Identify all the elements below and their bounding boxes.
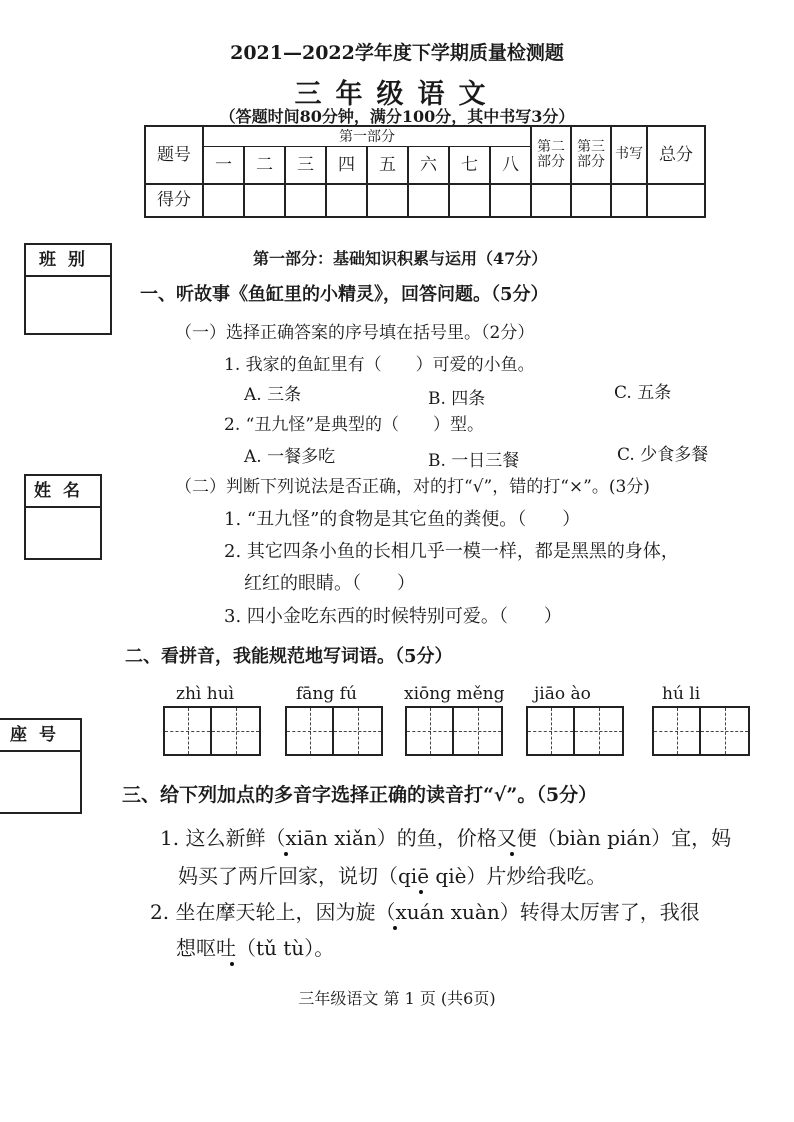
score-cell-1[interactable] bbox=[204, 185, 245, 216]
exam-title: 2021—2022学年度下学期质量检测题 bbox=[230, 42, 564, 64]
score-cell-2[interactable] bbox=[245, 185, 286, 216]
q-number-3: 三 bbox=[286, 147, 327, 183]
pinyin-3: xiōng měng bbox=[404, 684, 505, 704]
seat-label: 座号 bbox=[0, 720, 80, 752]
score-cell-7[interactable] bbox=[450, 185, 491, 216]
q3-title: 三、给下列加点的多音字选择正确的读音打“√”。（5分） bbox=[122, 784, 598, 806]
part-one-title: 第一部分：基础知识积累与运用（47分） bbox=[253, 249, 548, 268]
score-cell-3[interactable] bbox=[286, 185, 327, 216]
q-number-5: 五 bbox=[368, 147, 409, 183]
page-footer: 三年级语文 第 1 页 (共6页) bbox=[298, 989, 496, 1008]
q1-item2-option-b: B. 一日三餐 bbox=[428, 451, 520, 471]
emphasis-dot bbox=[230, 962, 234, 966]
writing-header: 书写 bbox=[611, 126, 647, 184]
row-label-question-number: 题号 bbox=[145, 126, 203, 184]
writing-grid-2[interactable] bbox=[285, 706, 383, 756]
q1-judge3: 3. 四小金吃东西的时候特别可爱。（ ） bbox=[224, 606, 562, 627]
q-number-2: 二 bbox=[245, 147, 286, 183]
class-box bbox=[24, 243, 112, 335]
score-cell-5[interactable] bbox=[368, 185, 409, 216]
q1-judge1: 1. “丑九怪”的食物是其它鱼的粪便。（ ） bbox=[224, 509, 581, 530]
score-cell-6[interactable] bbox=[409, 185, 450, 216]
q3-line3: 2. 坐在摩天轮上，因为旋（xuán xuàn）转得太厉害了，我很 bbox=[150, 900, 700, 924]
seat-field[interactable] bbox=[0, 752, 80, 812]
part2-header: 第二部分 bbox=[531, 126, 571, 184]
score-cell-writing[interactable] bbox=[611, 184, 647, 217]
pinyin-1: zhì huì bbox=[176, 684, 235, 704]
q3-line1: 1. 这么新鲜（xiān xiǎn）的鱼，价格又便（biàn pián）宜，妈 bbox=[160, 826, 732, 850]
pinyin-5: hú li bbox=[662, 684, 701, 704]
emphasis-dot bbox=[393, 926, 397, 930]
score-cell-total[interactable] bbox=[647, 184, 705, 217]
emphasis-dot bbox=[419, 890, 423, 894]
q1-item2-option-c: C. 少食多餐 bbox=[617, 445, 709, 465]
part1-score-cells bbox=[203, 184, 531, 217]
q1-judge2-line2: 红红的眼睛。（ ） bbox=[244, 573, 415, 594]
q1-item1: 1. 我家的鱼缸里有（ ）可爱的小鱼。 bbox=[224, 355, 535, 375]
q1-item1-option-a: A. 三条 bbox=[244, 385, 302, 405]
score-cell-4[interactable] bbox=[327, 185, 368, 216]
writing-grid-4[interactable] bbox=[526, 706, 624, 756]
q-number-6: 六 bbox=[409, 147, 450, 183]
score-cell-8[interactable] bbox=[491, 185, 530, 216]
q1-item2: 2. “丑九怪”是典型的（ ）型。 bbox=[224, 415, 485, 435]
score-cell-part2[interactable] bbox=[531, 184, 571, 217]
score-table bbox=[144, 125, 706, 218]
q-number-4: 四 bbox=[327, 147, 368, 183]
part1-header: 第一部分 bbox=[204, 128, 530, 147]
q-number-7: 七 bbox=[450, 147, 491, 183]
pinyin-4: jiāo ào bbox=[534, 684, 591, 704]
pinyin-2: fāng fú bbox=[296, 684, 357, 704]
name-field[interactable] bbox=[26, 508, 100, 558]
q1-item1-option-c: C. 五条 bbox=[614, 383, 672, 403]
q-number-8: 八 bbox=[502, 154, 519, 175]
part1-header-cell bbox=[203, 126, 531, 184]
q1-item1-option-b: B. 四条 bbox=[428, 389, 486, 409]
exam-note: （答题时间80分钟，满分100分，其中书写3分） bbox=[219, 107, 575, 126]
q1-item2-option-a: A. 一餐多吃 bbox=[244, 447, 336, 467]
emphasis-dot bbox=[284, 852, 288, 856]
score-cell-part3[interactable] bbox=[571, 184, 611, 217]
writing-grid-5[interactable] bbox=[652, 706, 750, 756]
q3-line4: 想呕吐（tǔ tù）。 bbox=[176, 936, 335, 960]
q1-judge2-line1: 2. 其它四条小鱼的长相几乎一模一样，都是黑黑的身体， bbox=[224, 541, 679, 562]
emphasis-dot bbox=[510, 852, 514, 856]
subject-title: 三年级语文 bbox=[294, 79, 500, 110]
q1-sub1-title: （一）选择正确答案的序号填在括号里。（2分） bbox=[175, 323, 535, 343]
name-label: 姓名 bbox=[26, 476, 100, 508]
name-box bbox=[24, 474, 102, 560]
part3-header: 第三部分 bbox=[571, 126, 611, 184]
total-header: 总分 bbox=[647, 126, 705, 184]
seat-box bbox=[0, 718, 82, 814]
class-field[interactable] bbox=[26, 277, 110, 333]
q2-title: 二、看拼音，我能规范地写词语。（5分） bbox=[125, 646, 453, 667]
q3-line2: 妈买了两斤回家，说切（qiē qiè）片炒给我吃。 bbox=[178, 864, 607, 888]
class-label: 班别 bbox=[26, 245, 110, 277]
writing-grid-1[interactable] bbox=[163, 706, 261, 756]
q-number-1: 一 bbox=[204, 147, 245, 183]
writing-grid-3[interactable] bbox=[405, 706, 503, 756]
row-label-score: 得分 bbox=[145, 184, 203, 217]
q1-title: 一、听故事《鱼缸里的小精灵》，回答问题。（5分） bbox=[140, 284, 549, 305]
q1-sub2-title: （二）判断下列说法是否正确，对的打“√”，错的打“×”。(3分) bbox=[175, 477, 650, 497]
